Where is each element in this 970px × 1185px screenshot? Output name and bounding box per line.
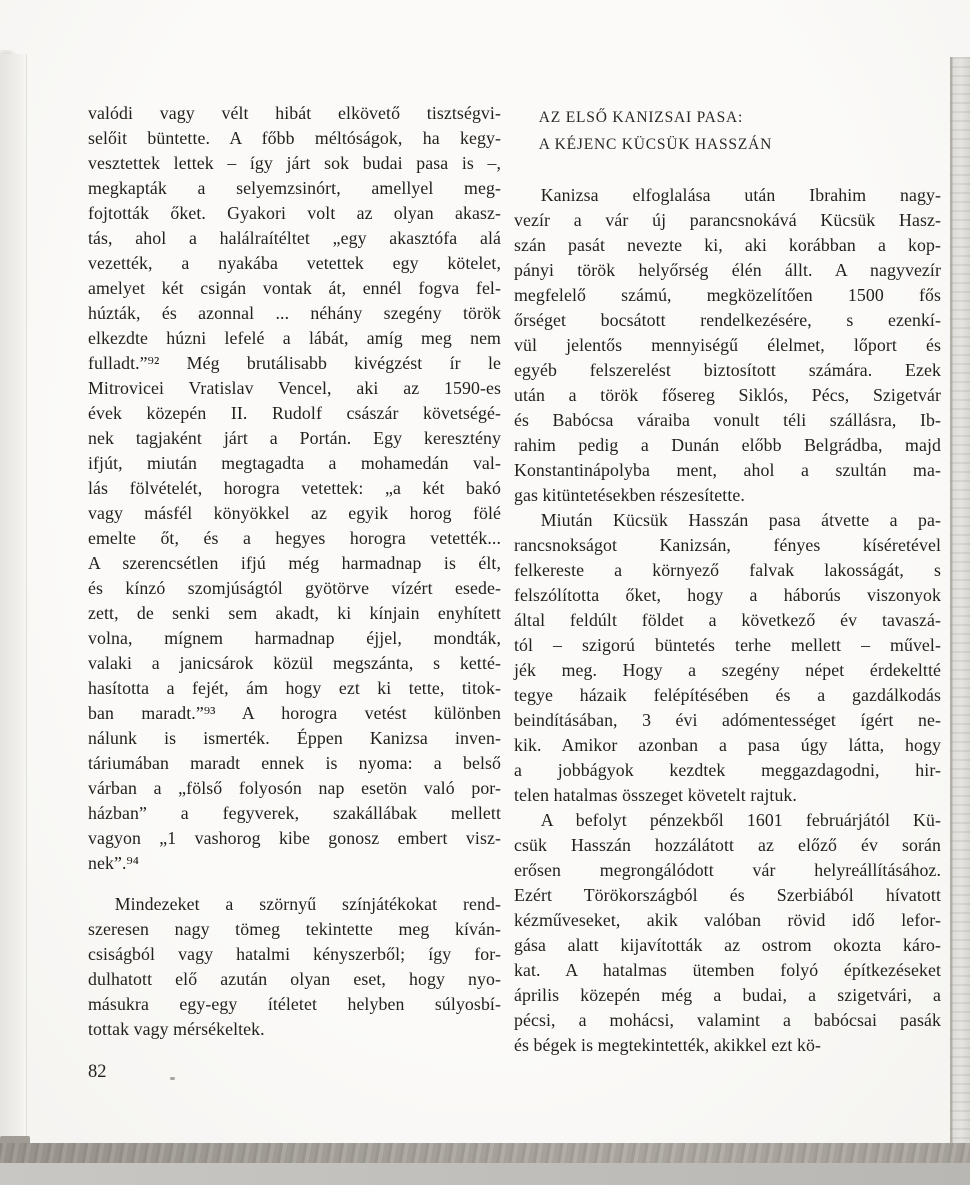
text-line: telen hatalmas összeget követelt rajtuk. [514, 785, 797, 805]
text-line: másukra egy-egy ítéletet helyben súlyosbí- [88, 994, 501, 1014]
text-line: tás, ahol a halálraítéltet „egy akasztófa alá [88, 228, 501, 248]
right-text-column [514, 104, 941, 1058]
text-line: vül jelentős mennyiségű élelmet, lőport és [514, 335, 941, 355]
text-line: rahim pedig a Dunán előbb Belgrádba, majd [514, 435, 941, 455]
text-line: amelyet két csigán vontak át, ennél fogva fel- [88, 278, 501, 298]
paragraph [514, 508, 941, 808]
left-text-column [88, 101, 501, 1042]
text-line: vagy másfél könyökkel az egyik horog fölé [88, 503, 501, 523]
text-line: nek”.⁹⁴ [88, 853, 140, 873]
page-number: 82 [88, 1062, 107, 1082]
section-heading-line2: A KÉJENC KÜCSÜK HASSZÁN [538, 136, 773, 153]
text-line: vezették, a nyakába vetettek egy kötelet, [88, 253, 501, 273]
text-line: fojtották őket. Gyakori volt az olyan akasz- [88, 203, 501, 223]
text-line: beindításában, 3 évi adómentességet ígért ne- [514, 710, 941, 730]
text-line: valódi vagy vélt hibát elkövető tisztségvi- [88, 103, 501, 123]
text-line: évek közepén II. Rudolf császár követségé- [88, 403, 501, 423]
text-line: Kanizsa elfoglalása után Ibrahim nagy- [540, 185, 941, 205]
book-bottom-edge-light [0, 1163, 970, 1185]
text-line: csiságból vagy hatalmi kényszerből; így for- [88, 944, 501, 964]
text-line: után a török fősereg Siklós, Pécs, Szigetvár [514, 385, 941, 405]
text-line: vagyon „1 vashorog kibe gonosz embert visz- [88, 828, 501, 848]
text-line: kézműveseket, akik valóban rövid idő lefor- [514, 910, 941, 930]
paragraph [88, 101, 501, 876]
text-line: nálunk is ismerték. Éppen Kanizsa inven- [88, 728, 501, 748]
text-line: Miután Kücsük Hasszán pasa átvette a pa- [540, 510, 941, 530]
text-line: volna, mígnem harmadnap éjjel, mondták, [88, 628, 501, 648]
text-line: nek tagjaként járt a Portán. Egy keresztény [88, 428, 501, 448]
text-line: megkapták a selyemzsinórt, amellyel meg- [88, 178, 501, 198]
paragraph [514, 183, 941, 508]
text-line: tottak vagy mérsékeltek. [88, 1019, 265, 1039]
text-line: hasította a fejét, ám hogy ezt ki tette, titok- [88, 678, 501, 698]
text-line: megfelelő számú, megközelítően 1500 fős [514, 285, 941, 305]
text-line: tól – szigorú büntetés terhe mellett – művel- [514, 635, 941, 655]
section-heading-line1: AZ ELSŐ KANIZSAI PASA: [538, 109, 744, 126]
book-bottom-edge-texture [0, 1143, 970, 1163]
text-line: őrséget bocsátott rendelkezésére, s ezenkí- [514, 310, 941, 330]
text-line: dulhatott elő azután olyan eset, hogy nyo- [88, 969, 501, 989]
text-line: húzták, és azonnal ... néhány szegény török [88, 303, 501, 323]
text-line: Ezért Törökországból és Szerbiából hívatott [514, 885, 941, 905]
text-line: A szerencsétlen ifjú még harmadnap is élt, [88, 553, 501, 573]
text-line: egyéb felszerelést biztosított számára. Ezek [514, 360, 941, 380]
text-line: kat. A hatalmas ütemben folyó építkezéseket [514, 960, 941, 980]
text-line: felkereste a környező falvak lakosságát, s [514, 560, 941, 580]
paragraph [514, 808, 941, 1058]
text-line: szán pasát nevezte ki, aki korábban a kop- [514, 235, 941, 255]
text-line: jék meg. Hogy a szegény népet érdekeltté [514, 660, 941, 680]
page-edge-right-texture [950, 57, 970, 1153]
text-line: szeresen nagy tömeg tekintette meg kíván- [88, 919, 501, 939]
paragraph [88, 892, 501, 1042]
text-line: pányi török helyőrség élén állt. A nagyvezír [514, 260, 941, 280]
text-line: valaki a janicsárok közül megszánta, s ketté- [88, 653, 501, 673]
text-line: és kínzó szomjúságtól gyötörve vízért esede- [88, 578, 501, 598]
text-line: csük Hasszán hozzálátott az előző év során [514, 835, 941, 855]
text-line: és bégek is megtekintették, akikkel ezt kö- [514, 1035, 821, 1055]
text-line: lás fölvételét, horogra vetettek: „a két bakó [88, 478, 501, 498]
text-line: táriumában maradt ennek is nyoma: a belső [88, 753, 501, 773]
section-heading [514, 104, 941, 158]
text-line: rancsnokságot Kanizsán, fényes kíséretével [514, 535, 941, 555]
text-line: fulladt.”⁹² Még brutálisabb kivégzést ír le [88, 353, 501, 373]
text-line: pécsi, a mohácsi, valamint a babócsai pasák [514, 1010, 941, 1030]
text-line: ifjút, miután megtagadta a mohamedán val- [88, 453, 501, 473]
text-line: által feldúlt földet a következő év tavaszá- [514, 610, 941, 630]
text-line: erősen megrongálódott vár helyreállításához. [514, 860, 941, 880]
text-line: selőit büntette. A főbb méltóságok, ha kegy- [88, 128, 501, 148]
text-line: vesztettek lettek – így járt sok budai pasa is –, [88, 153, 501, 173]
text-line: emelte őt, és a hegyes horogra vetették... [88, 528, 501, 548]
text-line: várban a „fölső folyosón nap esetön való por- [88, 778, 501, 798]
text-line: kik. Amikor azonban a pasa úgy látta, hogy [514, 735, 941, 755]
text-line: gása alatt kijavították az ostrom okozta káro- [514, 935, 941, 955]
page-edge-left [0, 54, 27, 1143]
text-line: ban maradt.”⁹³ A horogra vetést különben [88, 703, 501, 723]
text-line: A befolyt pénzekből 1601 februárjától Kü- [540, 810, 941, 830]
scan-speck [170, 1077, 175, 1080]
text-line: vezír a vár új parancsnokává Kücsük Hasz- [514, 210, 941, 230]
text-line: Mitrovicei Vratislav Vencel, aki az 1590-es [88, 378, 501, 398]
text-line: gas kitüntetésekben részesítette. [514, 485, 745, 505]
text-line: zett, de senki sem akadt, ki kínjain enyhített [88, 603, 501, 623]
text-line: felszólította őket, hogy a háborús viszonyok [514, 585, 941, 605]
text-line: tegye házaik felépítésében és a gazdálkodás [514, 685, 941, 705]
text-line: és Babócsa váraiba vonult téli szállásra, Ib- [514, 410, 941, 430]
text-line: házban” a fegyverek, szakállábak mellett [88, 803, 501, 823]
text-line: Konstantinápolyba ment, ahol a szultán ma- [514, 460, 941, 480]
text-line: Mindezeket a szörnyű színjátékokat rend- [114, 894, 501, 914]
text-line: április közepén még a budai, a szigetvári, a [514, 985, 941, 1005]
text-line: elkezdte húzni lefelé a lábát, amíg meg nem [88, 328, 501, 348]
text-line: a jobbágyok kezdtek meggazdagodni, hir- [514, 760, 941, 780]
